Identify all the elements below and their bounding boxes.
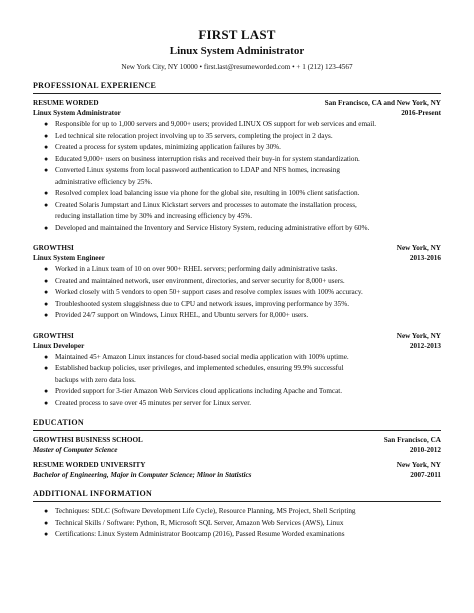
school-name: GROWTHSI BUSINESS SCHOOL (33, 436, 143, 444)
bullet-icon: ● (44, 507, 49, 515)
job-company: GROWTHSI (33, 331, 74, 340)
section-divider (33, 430, 441, 431)
bullet-icon: ● (44, 189, 49, 197)
bullet-item: ● Educated 9,000+ users on business interruption risks and received their buy-in for system standardization. (55, 154, 441, 166)
bullet-icon: ● (44, 398, 49, 407)
education-dates: 2007-2011 (410, 471, 441, 479)
job-dates: 2012-2013 (409, 341, 441, 350)
bullet-icon: ● (44, 131, 49, 140)
bullet-icon: ● (44, 265, 49, 273)
bullet-icon: ● (44, 364, 49, 372)
bullet-item: ● Techniques: SDLC (Software Development Life Cycle), Resource Planning, MS Project, Shell Scripting (55, 506, 441, 518)
job-bullets (33, 352, 441, 410)
candidate-title: Linux System Administrator (169, 45, 305, 57)
bullet-item: ● Led technical site relocation project involving up to 35 servers, completing the project in 2 days. (55, 131, 441, 143)
bullet-item: ● Provided 24/7 support on Windows, Linux RHEL, and Ubuntu servers for 8,000+ users. (55, 310, 441, 322)
bullet-item: ● Established backup policies, user privileges, and implemented schedules, ensuring 99.9% successful (55, 363, 441, 375)
bullet-item: ● Provided support for 3-tier Amazon Web Services cloud applications including Apache and Tomcat. (55, 386, 441, 398)
bullet-item: ● Created Solaris Jumpstart and Linux Kickstart servers and processes to automate the installation process, (55, 200, 441, 212)
job-role: Linux System Engineer (33, 254, 105, 262)
bullet-item: ● Created process to save over 45 minutes per server for Linux server. (55, 398, 441, 410)
candidate-name: FIRST LAST (198, 27, 276, 42)
bullet-item: ● Certifications: Linux System Administrator Bootcamp (2016), Passed Resume Worded examinations (55, 529, 441, 541)
job-bullets (33, 264, 441, 322)
degree: Master of Computer Science (33, 446, 118, 454)
bullet-icon: ● (44, 518, 49, 527)
bullet-item: ● Converted Linux systems from local password authentication to LDAP and NFS homes, increasing (55, 165, 441, 177)
bullet-continuation: backups with zero data loss. (55, 375, 136, 384)
job-entry (33, 243, 441, 322)
bullet-icon: ● (44, 387, 49, 395)
bullet-item: ● Worked in a Linux team of 10 on over 900+ RHEL servers; performing daily administrative tasks. (55, 264, 441, 276)
bullet-icon: ● (44, 143, 49, 151)
bullet-item: ● Maintained 45+ Amazon Linux instances for cloud-based social media application with 100% uptime. (55, 352, 441, 364)
education-entry (33, 435, 441, 455)
education-heading: EDUCATION (33, 418, 85, 427)
education-dates: 2010-2012 (409, 446, 441, 454)
job-location: New York, NY (396, 244, 441, 252)
bullet-icon: ● (44, 120, 49, 128)
section-divider (33, 93, 441, 94)
bullet-continuation: reducing installation time by 30% and increasing efficiency by 45%. (55, 212, 253, 220)
bullet-item: ● Responsible for up to 1,000 servers and 9,000+ users; provided LINUX OS support for web services and email. (55, 119, 441, 131)
section-divider (33, 501, 441, 502)
degree: Bachelor of Engineering, Major in Computer Science; Minor in Statistics (33, 471, 252, 479)
job-dates: 2016-Present (401, 109, 441, 117)
bullet-item: ● Technical Skills / Software: Python, R, Microsoft SQL Server, Amazon Web Services (AWS), Linux (55, 518, 441, 530)
job-company: GROWTHSI (33, 244, 74, 252)
school-name: RESUME WORDED UNIVERSITY (33, 461, 146, 469)
bullet-icon: ● (44, 276, 49, 285)
job-location: New York, NY (396, 331, 441, 340)
job-role: Linux Developer (33, 341, 85, 350)
job-bullets (33, 119, 441, 234)
experience-heading: PROFESSIONAL EXPERIENCE (33, 81, 157, 90)
bullet-continuation: administrative efficiency by 25%. (55, 177, 153, 186)
bullet-icon: ● (44, 288, 49, 296)
bullet-icon: ● (44, 223, 49, 232)
bullet-icon: ● (44, 352, 49, 361)
bullet-item: ● Developed and maintained the Inventory and Service History System, reducing administrative effort by 60%. (55, 223, 441, 235)
job-location: San Francisco, CA and New York, NY (324, 99, 441, 107)
bullet-icon: ● (44, 311, 49, 319)
job-company: RESUME WORDED (33, 99, 99, 107)
additional-heading: ADDITIONAL INFORMATION (33, 489, 153, 498)
job-entry (33, 98, 441, 234)
job-role: Linux System Administrator (33, 109, 121, 117)
education-entry (33, 460, 441, 480)
bullet-icon: ● (44, 154, 49, 163)
bullet-icon: ● (44, 200, 49, 209)
bullet-icon: ● (44, 166, 49, 174)
bullet-item: ● Worked closely with 5 vendors to open 50+ support cases and resolve complex issues with 100% accuracy. (55, 287, 441, 299)
school-location: New York, NY (396, 461, 441, 469)
bullet-icon: ● (44, 299, 49, 308)
bullet-item: ● Created and maintained network, user environment, directories, and server security for 8,000+ users. (55, 276, 441, 288)
additional-bullets (33, 506, 441, 541)
contact-line: New York City, NY 10000 • first.last@resumeworded.com • + 1 (212) 123-4567 (121, 63, 353, 71)
school-location: San Francisco, CA (383, 436, 441, 444)
bullet-item: ● Resolved complex load balancing issue via phone for the global site, resulting in 100% client satisfaction. (55, 188, 441, 200)
job-dates: 2013-2016 (409, 254, 441, 262)
job-entry (33, 331, 441, 410)
bullet-icon: ● (44, 530, 49, 538)
bullet-item: ● Created a process for system updates, minimizing application failures by 30%. (55, 142, 441, 154)
bullet-item: ● Troubleshooted system sluggishness due to CPU and network issues, improving performance by 35%. (55, 299, 441, 311)
